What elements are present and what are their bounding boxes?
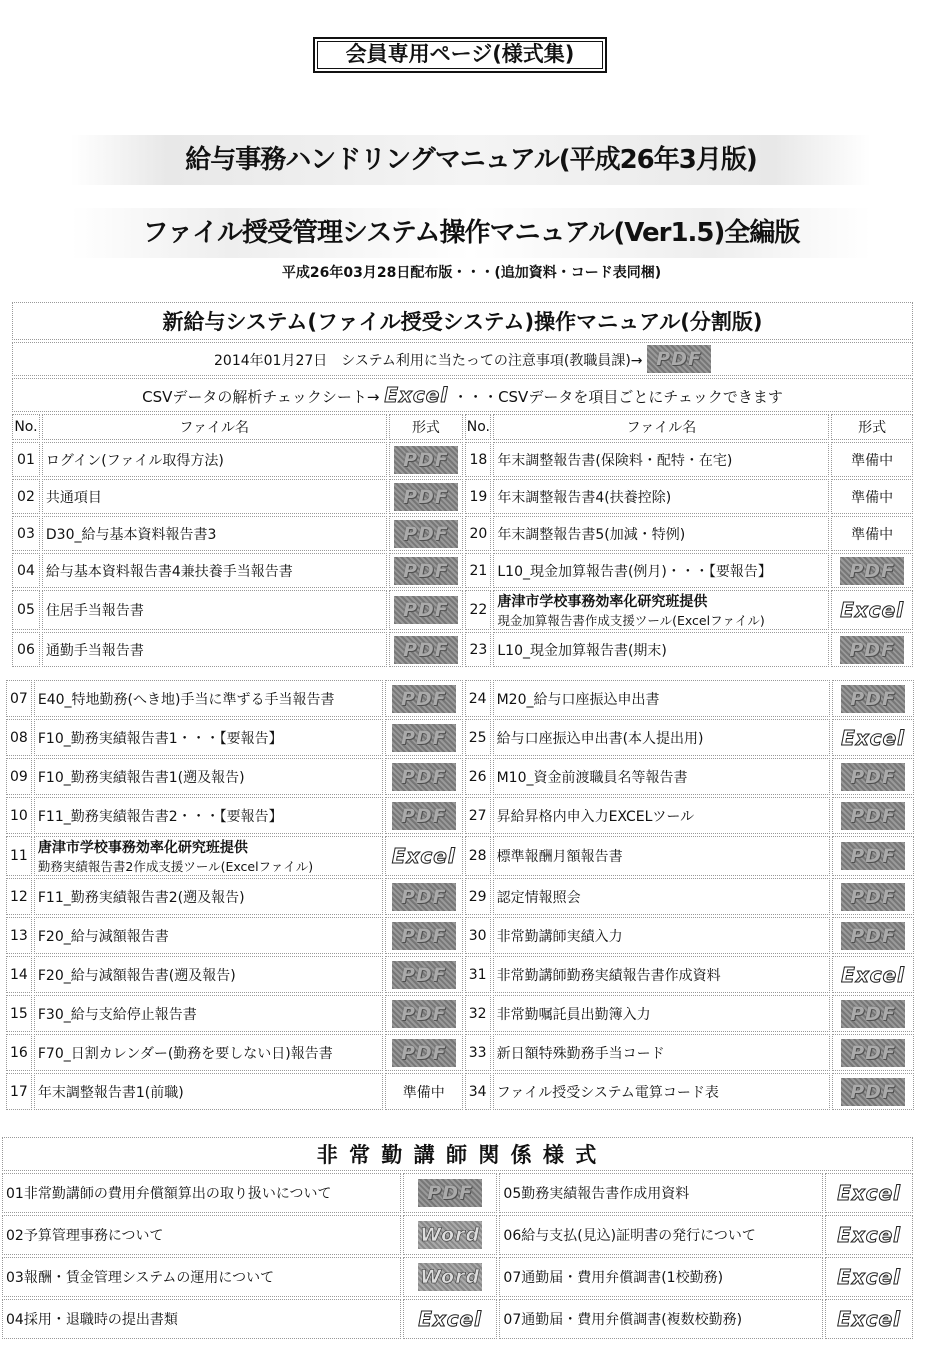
pdf-download-link[interactable]: PDF (392, 802, 456, 830)
provider-line: 唐津市学校事務効率化研究班提供 (497, 594, 708, 610)
row-name[interactable] (34, 680, 383, 717)
row-format (389, 553, 464, 588)
table-row (2, 1173, 913, 1213)
file-name: 非常勤嘱託員出勤簿入力 (496, 1006, 651, 1023)
row-name[interactable] (493, 680, 831, 717)
excel-download-link[interactable]: Excel (840, 598, 905, 622)
form-format (403, 1299, 498, 1339)
row-no: 14 (6, 956, 32, 993)
pdf-download-link[interactable]: PDF (392, 724, 456, 752)
pdf-download-link[interactable]: PDF (841, 685, 905, 713)
row-format (831, 516, 913, 551)
row-format (832, 878, 914, 915)
manual-table-lower (4, 678, 916, 1112)
file-name: D30_給与基本資料報告書3 (45, 526, 217, 543)
header-name: ファイル名 (42, 414, 387, 440)
row-no: 30 (465, 917, 491, 954)
row-name[interactable] (493, 1034, 831, 1071)
file-name: F20_給与減額報告書(遡及報告) (37, 967, 236, 984)
row-name[interactable] (493, 797, 831, 834)
row-no: 20 (465, 516, 491, 551)
file-name: F10_勤務実績報告書1(遡及報告) (37, 769, 245, 786)
file-name: E40_特地勤務(へき地)手当に準ずる手当報告書 (37, 691, 335, 708)
row-no: 22 (465, 590, 491, 630)
form-format (825, 1299, 913, 1339)
word-download-link[interactable]: Word (418, 1263, 482, 1291)
table-row (6, 956, 914, 993)
pdf-download-link[interactable]: PDF (841, 1000, 905, 1028)
pdf-download-link[interactable]: PDF (394, 636, 458, 664)
excel-download-link[interactable]: Excel (841, 962, 906, 987)
file-name-line: 現金加算報告書作成支援ツール(Excelファイル) (497, 613, 765, 628)
row-name[interactable] (34, 917, 383, 954)
row-format (385, 680, 463, 717)
pdf-download-link[interactable]: PDF (394, 446, 458, 474)
pdf-download-link[interactable]: PDF (392, 685, 456, 713)
row-no: 03 (12, 516, 40, 551)
row-format (385, 1073, 463, 1110)
table-row (6, 758, 914, 795)
row-name[interactable] (42, 516, 387, 551)
form-name[interactable]: 03報酬・賃金管理システムの運用について (2, 1257, 401, 1297)
pdf-download-link[interactable]: PDF (840, 636, 904, 664)
row-name[interactable] (493, 590, 829, 630)
row-format (832, 995, 914, 1032)
row-no: 31 (465, 956, 491, 993)
file-name: 非常勤講師勤務実績報告書作成資料 (496, 967, 721, 984)
header-name: ファイル名 (493, 414, 829, 440)
excel-download-link[interactable]: Excel (837, 1181, 902, 1205)
row-name[interactable] (493, 836, 831, 876)
row-no: 24 (465, 680, 491, 717)
row-name[interactable] (34, 719, 383, 756)
excel-download-link[interactable]: Excel (391, 844, 456, 868)
row-format (385, 956, 463, 993)
row-no: 02 (12, 479, 40, 514)
row-name[interactable] (42, 632, 387, 667)
row-format (831, 590, 913, 630)
table-row (12, 516, 913, 551)
form-format (403, 1173, 498, 1213)
row-name[interactable] (493, 956, 831, 993)
table-row (2, 1299, 913, 1339)
table-row (12, 553, 913, 588)
pdf-download-link[interactable]: PDF (418, 1179, 482, 1207)
row-no: 33 (465, 1034, 491, 1071)
table-row (12, 442, 913, 477)
row-format (385, 995, 463, 1032)
row-format (385, 878, 463, 915)
table-row (6, 1034, 914, 1071)
pdf-download-link[interactable]: PDF (392, 1000, 456, 1028)
form-format (825, 1173, 913, 1213)
file-name: 通勤手当報告書 (45, 642, 144, 659)
excel-download-link[interactable]: Excel (841, 725, 906, 750)
file-name: 共通項目 (45, 489, 102, 506)
row-format (389, 442, 464, 477)
provider-line: 唐津市学校事務効率化研究班提供 (37, 840, 248, 856)
table-row (6, 797, 914, 834)
file-name: M10_資金前渡職員名等報告書 (496, 769, 688, 786)
row-no: 32 (465, 995, 491, 1032)
row-name[interactable] (493, 632, 829, 667)
row-format (832, 797, 914, 834)
row-format (832, 680, 914, 717)
pdf-download-link[interactable]: PDF (394, 483, 458, 511)
part-time-table (0, 1135, 915, 1341)
form-format (825, 1215, 913, 1255)
form-format (403, 1257, 498, 1297)
row-no: 07 (6, 680, 32, 717)
pdf-download-link[interactable]: PDF (841, 922, 905, 950)
pdf-download-link[interactable]: PDF (392, 763, 456, 791)
row-no: 34 (465, 1073, 491, 1110)
row-format (832, 917, 914, 954)
row-format (831, 553, 913, 588)
row-format (389, 479, 464, 514)
form-name[interactable]: 02予算管理事務について (2, 1215, 401, 1255)
row-name[interactable] (493, 917, 831, 954)
file-name: F11_勤務実績報告書2・・・【要報告】 (37, 808, 283, 825)
status-preparing: 準備中 (851, 526, 894, 543)
row-no: 19 (465, 479, 491, 514)
row-format (385, 1034, 463, 1071)
row-name[interactable] (34, 878, 383, 915)
row-format (389, 632, 464, 667)
row-format (832, 719, 914, 756)
pdf-download-link[interactable]: PDF (394, 557, 458, 585)
table-row (2, 1215, 913, 1255)
row-name[interactable] (34, 956, 383, 993)
row-name[interactable] (493, 719, 831, 756)
row-no: 18 (465, 442, 491, 477)
row-name[interactable] (34, 995, 383, 1032)
csv-note: ・・・CSVデータを項目ごとにチェックできます (453, 388, 783, 406)
file-name: 認定情報照会 (496, 889, 581, 906)
file-name: L10_現金加算報告書(例月)・・・【要報告】 (497, 563, 772, 580)
table-row (6, 917, 914, 954)
table-row (2, 1257, 913, 1297)
file-name: 新日額特殊勤務手当コード (496, 1045, 665, 1062)
row-no: 06 (12, 632, 40, 667)
pdf-download-link[interactable]: PDF (392, 922, 456, 950)
row-no: 17 (6, 1073, 32, 1110)
file-name: F20_給与減額報告書 (37, 928, 169, 945)
csv-row (12, 378, 913, 412)
row-no: 09 (6, 758, 32, 795)
form-format (825, 1257, 913, 1297)
form-name[interactable]: 06給与支払(見込)証明書の発行について (499, 1215, 823, 1255)
row-name[interactable] (493, 479, 829, 514)
table-row (12, 590, 913, 630)
pdf-download-link[interactable]: PDF (841, 842, 905, 870)
row-format (832, 1073, 914, 1110)
row-no: 01 (12, 442, 40, 477)
file-name: ログイン(ファイル取得方法) (45, 452, 224, 469)
excel-download-link[interactable]: Excel (837, 1265, 902, 1289)
row-no: 10 (6, 797, 32, 834)
form-name[interactable]: 07通勤届・費用弁償調書(1校勤務) (499, 1257, 823, 1297)
row-no: 04 (12, 553, 40, 588)
file-name-line: 勤務実績報告書2作成支援ツール(Excelファイル) (37, 859, 314, 874)
row-format (831, 632, 913, 667)
row-format (831, 479, 913, 514)
row-no: 21 (465, 553, 491, 588)
pdf-download-link[interactable]: PDF (392, 1039, 456, 1067)
file-name: F70_日割カレンダー(勤務を要しない日)報告書 (37, 1045, 333, 1062)
row-name[interactable] (34, 758, 383, 795)
row-no: 11 (6, 836, 32, 876)
row-name[interactable] (42, 590, 387, 630)
file-name: F10_勤務実績報告書1・・・【要報告】 (37, 730, 283, 747)
row-name[interactable] (493, 758, 831, 795)
form-name[interactable]: 04採用・退職時の提出書類 (2, 1299, 401, 1339)
form-format (403, 1215, 498, 1255)
file-name: M20_給与口座振込申出書 (496, 691, 660, 708)
form-name[interactable]: 07通勤届・費用弁償調書(複数校勤務) (499, 1299, 823, 1339)
file-name: 標準報酬月額報告書 (496, 849, 623, 865)
file-name: L10_現金加算報告書(期末) (497, 642, 667, 659)
row-format (389, 590, 464, 630)
row-name[interactable] (493, 516, 829, 551)
row-format (389, 516, 464, 551)
pdf-download-link[interactable]: PDF (841, 802, 905, 830)
notice-text: 2014年01月27日 システム利用に当たっての注意事項(教職員課)→ (214, 353, 643, 369)
table-row (6, 836, 914, 876)
header-no: No. (465, 414, 491, 440)
form-name[interactable]: 01非常勤講師の費用弁償額算出の取り扱いについて (2, 1173, 401, 1213)
row-no: 29 (465, 878, 491, 915)
row-no: 26 (465, 758, 491, 795)
row-format (832, 758, 914, 795)
file-name: 年末調整報告書4(扶養控除) (497, 489, 672, 506)
row-name[interactable] (493, 995, 831, 1032)
csv-text: CSVデータの解析チェックシート→ (142, 388, 380, 406)
row-no: 08 (6, 719, 32, 756)
row-format (385, 758, 463, 795)
table-row (6, 680, 914, 717)
row-no: 12 (6, 878, 32, 915)
row-name[interactable] (493, 442, 829, 477)
file-name: 給与基本資料報告書4兼扶養手当報告書 (45, 563, 293, 580)
table-row (6, 995, 914, 1032)
row-name[interactable] (42, 553, 387, 588)
pdf-download-link[interactable]: PDF (841, 1078, 905, 1106)
pdf-download-link[interactable]: PDF (392, 961, 456, 989)
row-name[interactable] (34, 797, 383, 834)
page-title: 会員専用ページ(様式集) (313, 37, 607, 73)
row-format (832, 956, 914, 993)
row-no: 16 (6, 1034, 32, 1071)
row-name[interactable] (34, 1034, 383, 1071)
manual-subtitle: 平成26年03月28日配布版・・・(追加資料・コード表同梱) (281, 265, 662, 281)
notice-row (12, 342, 913, 376)
file-name: 住居手当報告書 (45, 603, 144, 619)
manual-title: 新給与システム(ファイル授受システム)操作マニュアル(分割版) (12, 302, 913, 340)
pdf-download-link[interactable]: PDF (840, 557, 904, 585)
row-no: 28 (465, 836, 491, 876)
header-format: 形式 (831, 414, 913, 440)
notice-pdf-link[interactable]: PDF (647, 345, 711, 373)
row-no: 27 (465, 797, 491, 834)
table-row (12, 479, 913, 514)
excel-download-link[interactable]: Excel (418, 1307, 483, 1331)
pdf-download-link[interactable]: PDF (392, 883, 456, 911)
operation-manual-banner[interactable]: ファイル授受管理システム操作マニュアル(Ver1.5)全編版 (71, 208, 871, 258)
file-name: 非常勤講師実績入力 (496, 928, 623, 945)
csv-excel-link[interactable]: Excel (384, 383, 449, 407)
row-name[interactable] (493, 878, 831, 915)
row-format (832, 836, 914, 876)
row-format (385, 836, 463, 876)
form-name[interactable]: 05勤務実績報告書作成用資料 (499, 1173, 823, 1213)
row-name[interactable] (42, 479, 387, 514)
excel-download-link[interactable]: Excel (837, 1223, 902, 1247)
pdf-download-link[interactable]: PDF (394, 596, 458, 624)
part-time-title: 非 常 勤 講 師 関 係 様 式 (2, 1137, 913, 1171)
row-name[interactable] (42, 442, 387, 477)
status-preparing: 準備中 (402, 1084, 445, 1101)
header-format: 形式 (389, 414, 464, 440)
file-name: F11_勤務実績報告書2(遡及報告) (37, 889, 245, 906)
file-name: 年末調整報告書1(前職) (37, 1084, 184, 1101)
status-preparing: 準備中 (851, 489, 894, 506)
row-no: 15 (6, 995, 32, 1032)
row-name[interactable] (493, 553, 829, 588)
file-name: 年末調整報告書5(加減・特例) (497, 526, 686, 543)
row-no: 05 (12, 590, 40, 630)
excel-download-link[interactable]: Excel (837, 1307, 902, 1331)
manual-table-upper (10, 300, 915, 669)
row-format (385, 719, 463, 756)
handling-manual-banner[interactable]: 給与事務ハンドリングマニュアル(平成26年3月版) (71, 135, 871, 185)
row-format (831, 442, 913, 477)
header-no: No. (12, 414, 40, 440)
file-name: 昇給昇格内申入力EXCELツール (496, 808, 695, 825)
table-row (12, 632, 913, 667)
pdf-download-link[interactable]: PDF (841, 883, 905, 911)
file-name: F30_給与支給停止報告書 (37, 1006, 197, 1023)
row-no: 23 (465, 632, 491, 667)
word-download-link[interactable]: Word (418, 1221, 482, 1249)
file-name: 年末調整報告書(保険料・配特・在宅) (497, 452, 733, 469)
row-name[interactable] (34, 836, 383, 876)
row-format (832, 1034, 914, 1071)
table-row (6, 878, 914, 915)
row-no: 13 (6, 917, 32, 954)
pdf-download-link[interactable]: PDF (841, 1039, 905, 1067)
file-name: ファイル授受システム電算コード表 (496, 1084, 719, 1101)
pdf-download-link[interactable]: PDF (394, 520, 458, 548)
row-name[interactable] (34, 1073, 383, 1110)
pdf-download-link[interactable]: PDF (841, 763, 905, 791)
table-row (6, 719, 914, 756)
status-preparing: 準備中 (851, 452, 894, 469)
row-format (385, 797, 463, 834)
file-name: 給与口座振込申出書(本人提出用) (496, 730, 704, 747)
table-row (6, 1073, 914, 1110)
row-no: 25 (465, 719, 491, 756)
row-name[interactable] (493, 1073, 831, 1110)
row-format (385, 917, 463, 954)
